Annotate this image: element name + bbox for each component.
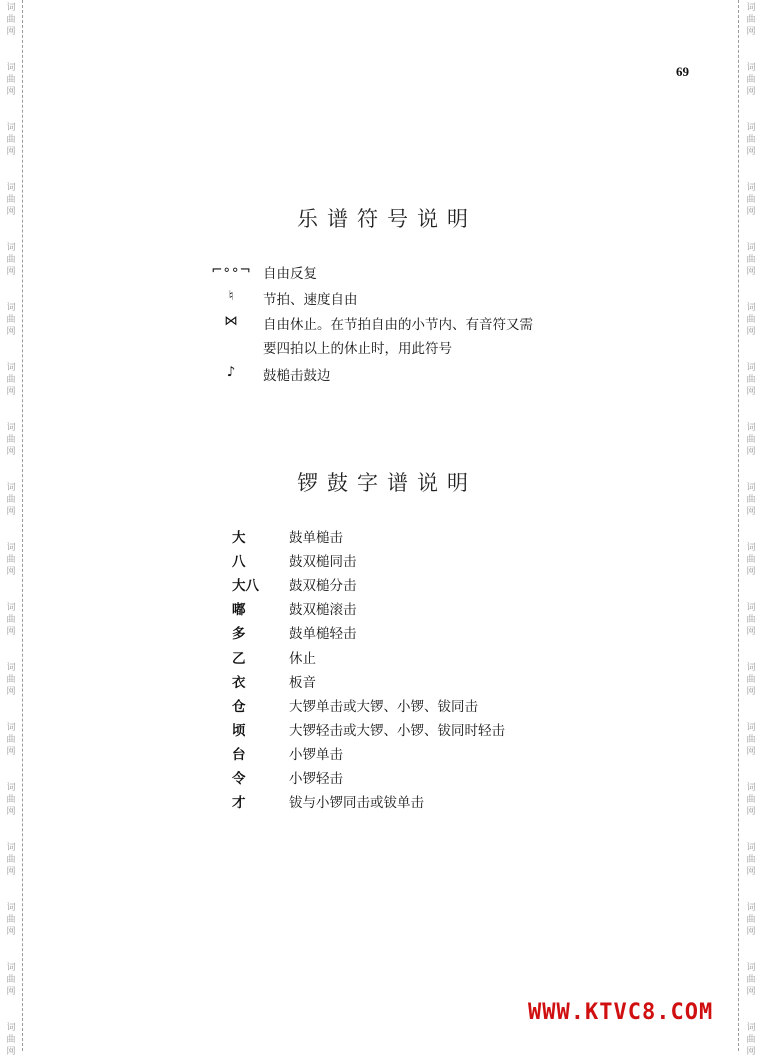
watermark-text: [743, 182, 759, 218]
watermark-char: 曲: [6, 675, 16, 685]
watermark-text: [3, 482, 19, 518]
symbol-description: 自由休止。在节拍自由的小节内、有音符又需: [263, 317, 533, 333]
watermark-char: 曲: [746, 1035, 756, 1045]
watermark-char: 词: [6, 543, 16, 553]
page-number: 69: [676, 64, 689, 79]
percussion-description: 大锣轻击或大锣、小锣、钹同时轻击: [289, 722, 505, 739]
watermark-char: 词: [746, 963, 756, 973]
watermark-char: 词: [6, 1023, 16, 1033]
watermark-char: 曲: [746, 615, 756, 625]
watermark-char: 词: [746, 63, 756, 73]
watermark-char: 曲: [746, 975, 756, 985]
watermark-char: 曲: [6, 135, 16, 145]
watermark-char: 网: [746, 567, 756, 577]
watermark-text: [3, 422, 19, 458]
watermark-char: 网: [746, 327, 756, 337]
watermark-text: [3, 662, 19, 698]
percussion-description: 鼓单槌击: [289, 530, 343, 546]
watermark-text: [743, 662, 759, 698]
watermark-char: 词: [6, 483, 16, 493]
watermark-text: [3, 602, 19, 638]
watermark-char: 曲: [6, 915, 16, 925]
watermark-char: 网: [746, 507, 756, 517]
watermark-char: 网: [746, 1047, 756, 1057]
site-logo: WWW.KTVC8.COM: [528, 1000, 714, 1025]
watermark-char: 曲: [6, 255, 16, 265]
watermark-char: 网: [6, 387, 16, 397]
watermark-char: 曲: [6, 15, 16, 25]
watermark-text: [743, 62, 759, 98]
watermark-char: 网: [6, 267, 16, 277]
watermark-char: 词: [746, 543, 756, 553]
watermark-char: 曲: [6, 435, 16, 445]
watermark-char: 曲: [6, 495, 16, 505]
free-repeat-icon: ⌐∘∘¬: [211, 262, 251, 278]
notation-symbols-title: 乐谱符号说明: [297, 207, 477, 231]
watermark-text: [743, 962, 759, 998]
free-rest-icon: ⋈: [224, 313, 238, 329]
percussion-character: 大八: [232, 578, 259, 595]
watermark-char: 网: [746, 27, 756, 37]
watermark-text: [3, 1022, 19, 1058]
watermark-text: [743, 2, 759, 38]
watermark-char: 网: [6, 447, 16, 457]
watermark-char: 曲: [6, 375, 16, 385]
watermark-char: 曲: [6, 1035, 16, 1045]
watermark-char: 词: [746, 483, 756, 493]
watermark-char: 词: [746, 363, 756, 373]
percussion-character: 多: [232, 626, 246, 643]
watermark-char: 曲: [746, 735, 756, 745]
watermark-char: 曲: [746, 855, 756, 865]
percussion-description: 大锣单击或大锣、小锣、钹同击: [289, 698, 478, 715]
percussion-character: 仓: [232, 698, 246, 715]
watermark-char: 网: [6, 807, 16, 817]
watermark-char: 曲: [6, 735, 16, 745]
watermark-text: [3, 122, 19, 158]
watermark-char: 词: [6, 363, 16, 373]
right-margin-watermark: [736, 0, 760, 1057]
watermark-char: 曲: [6, 975, 16, 985]
watermark-text: [3, 962, 19, 998]
watermark-char: 曲: [746, 795, 756, 805]
watermark-char: 词: [746, 183, 756, 193]
watermark-char: 网: [746, 387, 756, 397]
watermark-char: 网: [746, 687, 756, 697]
watermark-text: [743, 902, 759, 938]
percussion-description: 鼓双槌同击: [289, 554, 357, 571]
watermark-char: 词: [6, 663, 16, 673]
watermark-char: 曲: [6, 195, 16, 205]
watermark-text: [743, 542, 759, 578]
watermark-char: 词: [746, 663, 756, 673]
watermark-char: 曲: [746, 675, 756, 685]
watermark-char: 网: [6, 987, 16, 997]
watermark-text: [3, 302, 19, 338]
right-dashed-line: [738, 0, 739, 1051]
watermark-text: [743, 482, 759, 518]
percussion-character: 令: [232, 771, 246, 787]
watermark-char: 网: [6, 1047, 16, 1057]
watermark-text: [743, 122, 759, 158]
watermark-char: 网: [746, 267, 756, 277]
watermark-char: 词: [6, 963, 16, 973]
watermark-char: 词: [746, 723, 756, 733]
watermark-char: 网: [6, 87, 16, 97]
watermark-char: 词: [6, 63, 16, 73]
percussion-description: 板音: [289, 674, 316, 691]
watermark-char: 词: [746, 243, 756, 253]
percussion-description: 钹与小锣同击或钹单击: [289, 795, 424, 812]
watermark-char: 网: [6, 507, 16, 517]
percussion-character: 八: [232, 554, 246, 571]
watermark-char: 词: [746, 603, 756, 613]
watermark-char: 词: [746, 1023, 756, 1033]
percussion-character: 台: [232, 746, 246, 763]
watermark-char: 网: [746, 927, 756, 937]
percussion-description: 小锣单击: [289, 746, 343, 763]
watermark-char: 网: [6, 627, 16, 637]
watermark-char: 网: [6, 567, 16, 577]
watermark-char: 网: [6, 927, 16, 937]
watermark-char: 曲: [6, 75, 16, 85]
percussion-description: 小锣轻击: [289, 771, 343, 787]
drum-rim-note-icon: ♪: [226, 364, 236, 380]
watermark-char: 网: [746, 747, 756, 757]
watermark-text: [3, 782, 19, 818]
watermark-char: 曲: [746, 255, 756, 265]
watermark-char: 词: [6, 843, 16, 853]
percussion-character: 大: [232, 530, 246, 546]
watermark-char: 网: [746, 627, 756, 637]
watermark-text: [3, 902, 19, 938]
watermark-char: 词: [6, 723, 16, 733]
watermark-char: 网: [6, 327, 16, 337]
watermark-char: 词: [746, 303, 756, 313]
watermark-char: 网: [6, 147, 16, 157]
percussion-description: 休止: [289, 650, 316, 667]
watermark-text: [743, 422, 759, 458]
percussion-character: 乙: [232, 650, 246, 667]
watermark-char: 曲: [746, 915, 756, 925]
watermark-char: 网: [746, 987, 756, 997]
watermark-char: 词: [746, 783, 756, 793]
watermark-char: 网: [746, 447, 756, 457]
watermark-text: [3, 722, 19, 758]
watermark-text: [743, 782, 759, 818]
watermark-char: 曲: [746, 75, 756, 85]
watermark-text: [743, 842, 759, 878]
left-dashed-line: [22, 0, 23, 1051]
watermark-char: 网: [746, 207, 756, 217]
watermark-char: 曲: [746, 495, 756, 505]
watermark-char: 曲: [6, 315, 16, 325]
watermark-char: 曲: [746, 375, 756, 385]
symbol-description-continued: 要四拍以上的休止时，用此符号: [263, 341, 452, 357]
watermark-text: [743, 722, 759, 758]
watermark-char: 网: [746, 867, 756, 877]
percussion-description: 鼓双槌分击: [289, 578, 357, 595]
percussion-description: 鼓双槌滚击: [289, 602, 357, 619]
watermark-char: 词: [6, 243, 16, 253]
watermark-text: [3, 842, 19, 878]
percussion-notation-title: 锣鼓字谱说明: [297, 471, 477, 495]
watermark-char: 曲: [746, 435, 756, 445]
watermark-char: 词: [6, 603, 16, 613]
watermark-text: [3, 542, 19, 578]
watermark-char: 网: [6, 207, 16, 217]
watermark-char: 网: [746, 147, 756, 157]
watermark-char: 网: [6, 747, 16, 757]
watermark-char: 词: [6, 903, 16, 913]
watermark-char: 词: [746, 843, 756, 853]
watermark-char: 网: [746, 807, 756, 817]
watermark-char: 曲: [6, 795, 16, 805]
free-tempo-icon: ♮: [228, 288, 234, 304]
watermark-char: 词: [746, 3, 756, 13]
watermark-char: 词: [6, 3, 16, 13]
watermark-char: 词: [6, 303, 16, 313]
watermark-char: 词: [6, 183, 16, 193]
watermark-char: 词: [746, 903, 756, 913]
watermark-text: [3, 362, 19, 398]
watermark-char: 词: [6, 423, 16, 433]
watermark-char: 网: [746, 87, 756, 97]
watermark-char: 网: [6, 867, 16, 877]
watermark-char: 曲: [746, 15, 756, 25]
watermark-char: 曲: [6, 615, 16, 625]
symbol-description: 鼓槌击鼓边: [263, 368, 331, 384]
watermark-text: [3, 242, 19, 278]
percussion-character: 才: [232, 795, 246, 812]
watermark-text: [743, 1022, 759, 1058]
watermark-text: [743, 602, 759, 638]
watermark-char: 词: [746, 123, 756, 133]
percussion-character: 嘟: [232, 602, 246, 619]
watermark-char: 曲: [6, 555, 16, 565]
watermark-char: 词: [6, 123, 16, 133]
watermark-text: [743, 302, 759, 338]
watermark-char: 曲: [746, 555, 756, 565]
watermark-char: 网: [6, 27, 16, 37]
watermark-char: 词: [6, 783, 16, 793]
symbol-description: 自由反复: [263, 266, 317, 282]
watermark-char: 曲: [746, 195, 756, 205]
left-margin-watermark: [0, 0, 24, 1057]
watermark-text: [743, 362, 759, 398]
watermark-text: [3, 2, 19, 38]
watermark-char: 曲: [746, 315, 756, 325]
percussion-character: 衣: [232, 674, 246, 691]
watermark-text: [743, 242, 759, 278]
watermark-char: 曲: [746, 135, 756, 145]
watermark-char: 词: [746, 423, 756, 433]
watermark-text: [3, 62, 19, 98]
watermark-char: 曲: [6, 855, 16, 865]
percussion-description: 鼓单槌轻击: [289, 626, 357, 643]
symbol-description: 节拍、速度自由: [263, 292, 358, 308]
percussion-character: 顷: [232, 722, 246, 739]
watermark-char: 网: [6, 687, 16, 697]
watermark-text: [3, 182, 19, 218]
